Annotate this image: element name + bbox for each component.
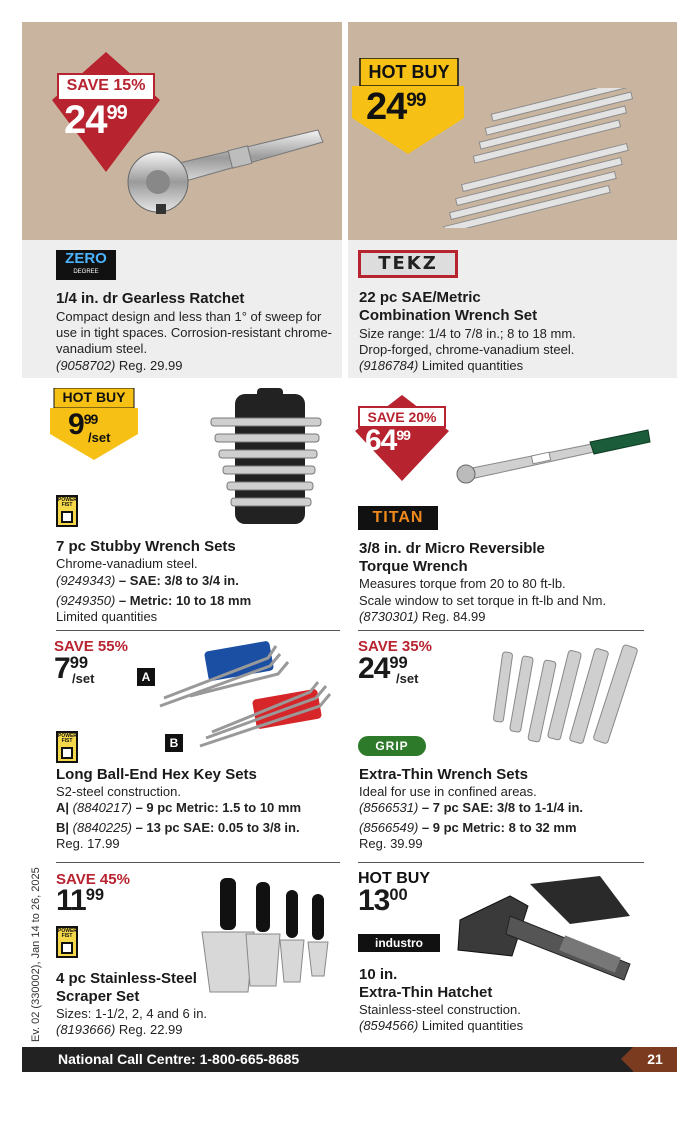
ratchet-sku-line: (9058702) Reg. 29.99	[56, 358, 183, 373]
stubby-sae-line: (9249343) – SAE: 3/8 to 3/4 in.	[56, 573, 239, 588]
ratchet-image	[118, 120, 328, 220]
thin-wrench-title: Extra-Thin Wrench Sets	[359, 766, 528, 783]
stubby-title: 7 pc Stubby Wrench Sets	[56, 538, 236, 555]
scraper-title-line-1: 4 pc Stainless-Steel	[56, 970, 197, 987]
hex-unit: /set	[72, 671, 95, 686]
stubby-note: Limited quantities	[56, 609, 158, 624]
combo-wrench-set-image	[430, 88, 650, 228]
combo-wrench-title-line-1: 22 pc SAE/Metric	[359, 289, 481, 306]
torque-wrench-image	[452, 428, 652, 488]
stubby-metric-line: (9249350) – Metric: 10 to 18 mm	[56, 593, 252, 608]
power-fist-logo: POWER FIST	[56, 926, 78, 958]
call-centre: National Call Centre: 1-800-665-8685	[58, 1051, 300, 1067]
ratchet-title: 1/4 in. dr Gearless Ratchet	[56, 290, 245, 307]
hex-label-b: B	[165, 734, 183, 752]
chevron-left-icon	[621, 1047, 633, 1071]
stubby-description: Chrome-vanadium steel.	[56, 556, 198, 571]
thin-wrench-save-label: SAVE 35%	[358, 638, 432, 655]
torque-title-line-2: Torque Wrench	[359, 558, 468, 575]
hatchet-price: $13^{00}$	[358, 884, 408, 917]
hatchet-hot-buy-label: HOT BUY	[358, 870, 430, 887]
torque-desc-line-2: Scale window to set torque in ft-lb and Nm.	[359, 593, 607, 608]
thin-wrench-metric-line: (8566549) – 9 pc Metric: 8 to 32 mm	[359, 820, 577, 835]
thin-wrench-sae-line: (8566531) – 7 pc SAE: 3/8 to 1-1/4 in.	[359, 800, 584, 815]
thin-wrench-unit: /set	[396, 671, 419, 686]
ratchet-description: Compact design and less than 1° of sweep for use in tight spaces. Corrosion-resistant chrome-vanadium steel.	[56, 309, 333, 356]
divider	[358, 862, 644, 863]
grip-logo: GRIP	[358, 736, 426, 756]
scraper-save-label: SAVE 45%	[56, 871, 130, 888]
hex-price: $7^{99}$	[54, 652, 89, 685]
hex-save-label: SAVE 55%	[54, 638, 128, 655]
hex-set-b-line: B| (8840225) – 13 pc SAE: 0.05 to 3/8 in.	[56, 820, 300, 835]
power-fist-logo: POWER FIST	[56, 731, 78, 763]
footer-bar	[22, 1047, 677, 1072]
edition-info: Ev. 02 (330002), Jan 14 to 26, 2025	[30, 867, 42, 1042]
hatchet-description: Stainless-steel construction.	[359, 1002, 521, 1017]
page-number: 21	[633, 1047, 677, 1072]
divider	[56, 862, 340, 863]
thin-wrench-reg-price: Reg. 39.99	[359, 836, 423, 851]
hatchet-title-line-2: Extra-Thin Hatchet	[359, 984, 493, 1001]
hatchet-sku-line: (8594566) Limited quantities	[359, 1018, 524, 1033]
combo-wrench-desc-line-1: Size range: 1/4 to 7/8 in.; 8 to 18 mm.	[359, 326, 576, 341]
thin-wrench-price: $24^{99}$	[358, 652, 408, 685]
hex-set-a-line: A| (8840217) – 9 pc Metric: 1.5 to 10 mm	[56, 800, 302, 815]
stubby-unit: /set	[88, 430, 111, 445]
power-fist-logo: POWER FIST	[56, 495, 78, 527]
scraper-sku-line: (8193666) Reg. 22.99	[56, 1022, 183, 1037]
stubby-wrench-set-image	[195, 388, 340, 528]
hatchet-title-line-1: 10 in.	[359, 966, 398, 983]
ratchet-price: $24^{99}$	[64, 98, 127, 142]
combo-wrench-price: $24^{99}$	[366, 86, 426, 128]
thin-wrench-set-image	[490, 640, 640, 752]
divider	[56, 630, 340, 631]
torque-desc-line-1: Measures torque from 20 to 80 ft-lb.	[359, 576, 566, 591]
thin-wrench-description: Ideal for use in confined areas.	[359, 784, 537, 799]
scraper-description: Sizes: 1-1/2, 2, 4 and 6 in.	[56, 1006, 208, 1021]
stubby-price: $9^{99}$	[68, 408, 98, 441]
hex-title: Long Ball-End Hex Key Sets	[56, 766, 257, 783]
torque-sku-line: (8730301) Reg. 84.99	[359, 609, 486, 624]
hex-description: S2-steel construction.	[56, 784, 182, 799]
stubby-hot-buy-label: HOT BUY	[62, 389, 126, 405]
zero-degree-logo: ZERO DEGREE	[56, 250, 116, 280]
hex-reg-price: Reg. 17.99	[56, 836, 120, 851]
industro-logo: industro	[358, 934, 440, 952]
tekz-logo: TEKZ	[358, 250, 458, 278]
ratchet-save-label: SAVE 15%	[66, 77, 146, 94]
torque-save-label: SAVE 20%	[367, 409, 437, 425]
combo-wrench-desc-line-2: Drop-forged, chrome-vanadium steel.	[359, 342, 575, 357]
scraper-price: $11^{99}$	[56, 884, 105, 917]
scraper-title-line-2: Scraper Set	[56, 988, 140, 1005]
combo-wrench-title-line-2: Combination Wrench Set	[359, 307, 538, 324]
torque-title-line-1: 3/8 in. dr Micro Reversible	[359, 540, 545, 557]
titan-logo: TITAN	[358, 506, 438, 530]
torque-price: $64^{99}$	[365, 424, 410, 457]
combo-wrench-sku-line: (9186784) Limited quantities	[359, 358, 524, 373]
hex-label-a: A	[137, 668, 155, 686]
combo-wrench-hot-buy-label: HOT BUY	[368, 62, 450, 82]
hex-key-set-image	[150, 636, 340, 756]
divider	[358, 630, 644, 631]
